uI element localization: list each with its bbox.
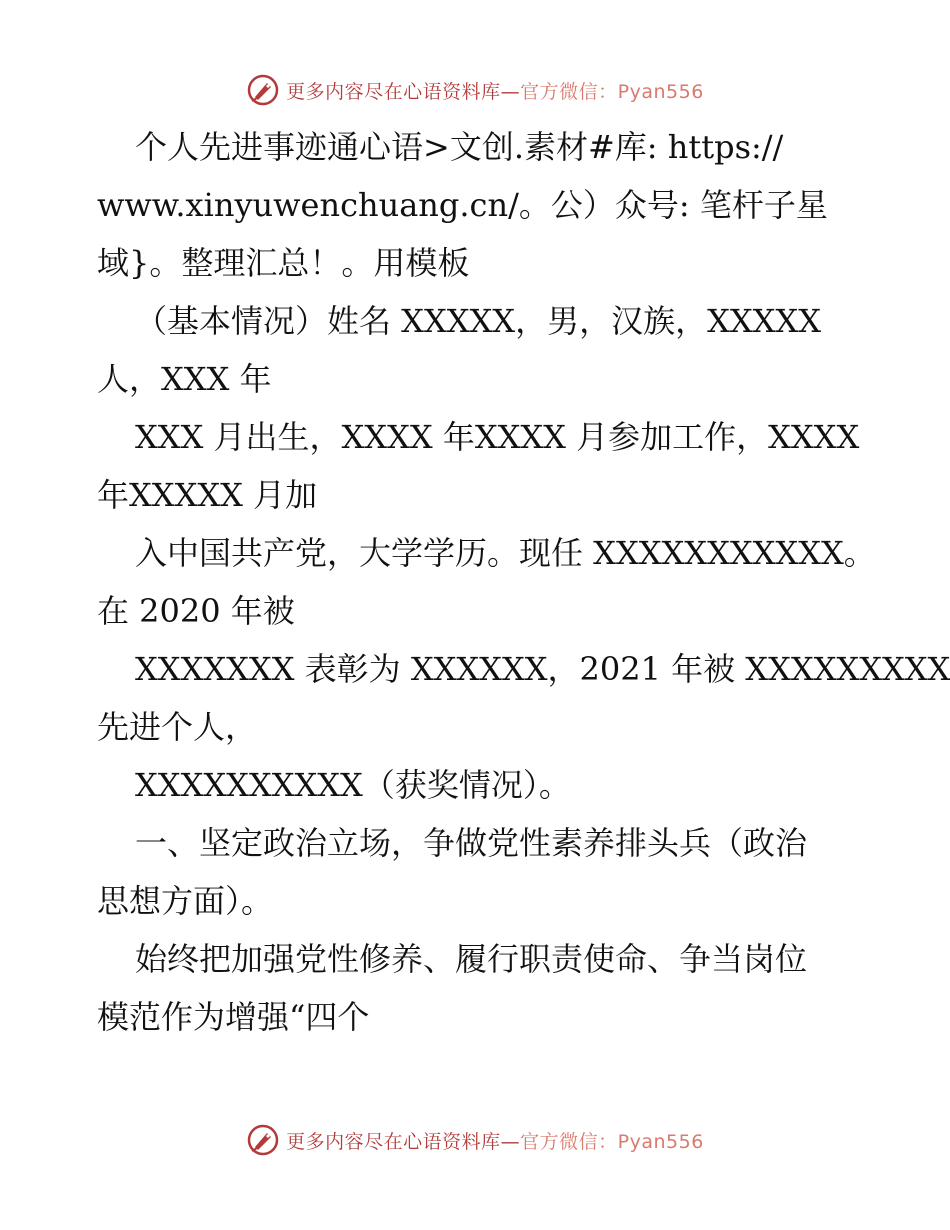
- text-line: 人，XXX 年: [97, 360, 272, 398]
- text-line: XXX 月出生，XXXX 年XXXX 月参加工作，XXXX: [135, 418, 860, 456]
- text-line: 模范作为增强“四个: [97, 998, 370, 1036]
- paragraph-honors: [97, 640, 950, 756]
- text-line: 域}。整理汇总！。用模板: [97, 244, 470, 282]
- text-line: 始终把加强党性修养、履行职责使命、争当岗位: [135, 940, 808, 978]
- text-line: 在 2020 年被: [97, 592, 295, 630]
- text-line: 一、坚定政治立场，争做党性素养排头兵（政治: [135, 824, 808, 862]
- paragraph-birth-work: [97, 408, 860, 524]
- paragraph-basic-info: [97, 292, 857, 408]
- text-line: 先进个人，: [97, 708, 258, 746]
- pen-nib-logo-icon: [246, 1123, 280, 1157]
- footer-banner-text: 更多内容尽在心语资料库—官方微信：Pyan556: [286, 1130, 704, 1153]
- text-line: XXXXXXX 表彰为 XXXXXX，2021 年被 XXXXXXXXX: [135, 650, 950, 688]
- paragraph-awards: [97, 756, 857, 814]
- header-banner: [0, 70, 950, 110]
- header-banner-text: 更多内容尽在心语资料库—官方微信：Pyan556: [286, 80, 704, 103]
- section-heading-political: [97, 814, 857, 930]
- pen-nib-logo-icon: [246, 73, 280, 107]
- text-line: 年XXXXX 月加: [97, 476, 318, 514]
- text-line: 思想方面）。: [97, 882, 274, 920]
- paragraph-party-position: [97, 524, 876, 640]
- text-line: 入中国共产党，大学学历。现任 XXXXXXXXXXX。: [135, 534, 876, 572]
- document-body: [97, 118, 950, 1046]
- text-line: 个人先进事迹通心语>文创.素材#库: https://: [135, 128, 784, 166]
- paragraph-political-detail: [97, 930, 857, 1046]
- text-line: （基本情况）姓名 XXXXX，男，汉族，XXXXX: [135, 302, 821, 340]
- paragraph-intro: [97, 118, 857, 292]
- footer-banner: [0, 1120, 950, 1160]
- text-line: XXXXXXXXXX（获奖情况）。: [135, 766, 571, 804]
- text-line: www.xinyuwenchuang.cn/。公）众号: 笔杆子星: [97, 186, 828, 224]
